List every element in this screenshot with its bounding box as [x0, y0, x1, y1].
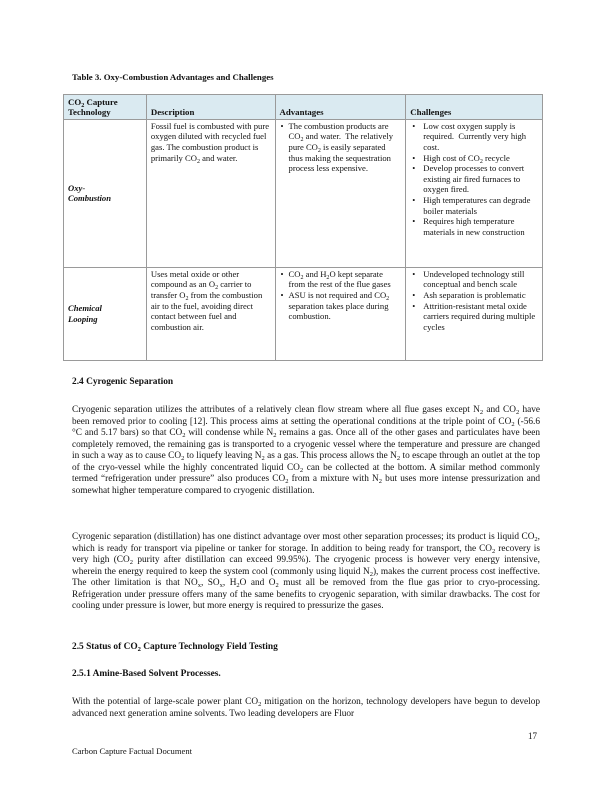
page-number: 17: [528, 731, 537, 741]
section-heading-2-5-1: 2.5.1 Amine-Based Solvent Processes.: [72, 669, 221, 679]
footer-document-title: Carbon Capture Factual Document: [72, 746, 193, 756]
table-row: [64, 267, 543, 360]
advantage-item: • The combustion products are $CO_2$ and water. The relatively pure $CO_2$ is easily separated thus making the sequestration process less expensive.: [280, 121, 402, 174]
challenge-item: • Undeveloped technology still conceptual and bench scale: [410, 269, 538, 290]
advantage-item: • $CO_2$ and $H_2O$ kept separate from the rest of the flue gases: [280, 269, 402, 290]
technology-cell: Oxy- Combustion: [64, 119, 147, 267]
challenge-item: • Attrition-resistant metal oxide carriers required during multiple cycles: [410, 301, 538, 333]
technology-cell: Chemical Looping: [64, 267, 147, 360]
paragraph-cryogenic-1: Cryogenic separation utilizes the attributes of a relatively clean flow stream where all flue gases except $N_2$ and $CO_2$ have been removed prior to cooling [12]. This process aims at setting the operational conditions at the triple point of $CO_2$ (-56.6 °C and 5.17 bars) so that $CO_2$ will condense while $N_2$ remains a gas. Once all of the other gases and particulates have been completely removed, the remaining gas is transported to a cryogenic vessel where the temperature and pressure are changed in such a way as to cause $CO_2$ to liquefy leaving $N_2$ as a gas. This process allows the $N_2$ to escape through an outlet at the top of the cryo-vessel while the highly concentrated liquid $CO_2$ can be collected at the bottom. A similar method commonly termed “refrigeration under pressure” also produces $CO_2$ from a mixture with $N_2$ but uses more intense pressurization and somewhat higher temperature compared to cryogenic distillation.: [72, 405, 540, 496]
advantages-cell: [275, 119, 406, 267]
challenge-item: • Requires high temperature materials in new construction: [410, 216, 538, 237]
header-challenges: Challenges: [406, 95, 543, 120]
description-cell: Uses metal oxide or other compound as an $O_2$ carrier to transfer $O_2$ from the combustion air to the fuel, avoiding direct contact between fuel and combustion air.: [146, 267, 275, 360]
challenges-cell: [406, 267, 543, 360]
table-header-row: [64, 95, 543, 120]
header-description: Description: [146, 95, 275, 120]
challenge-item: • Ash separation is problematic: [410, 290, 538, 301]
challenge-item: • High temperatures can degrade boiler materials: [410, 195, 538, 216]
header-advantages: Advantages: [275, 95, 406, 120]
oxy-combustion-table: [63, 94, 543, 361]
description-cell: Fossil fuel is combusted with pure oxygen diluted with recycled fuel gas. The combustion product is primarily $CO_2$ and water.: [146, 119, 275, 267]
challenge-item: • Low cost oxygen supply is required. Currently very high cost.: [410, 121, 538, 153]
table-caption: Table 3. Oxy-Combustion Advantages and Challenges: [72, 72, 274, 82]
challenges-cell: [406, 119, 543, 267]
table-row: [64, 119, 543, 267]
section-heading-2-4: 2.4 Cyrogenic Separation: [72, 377, 174, 387]
advantage-item: • ASU is not required and $CO_2$ separation takes place during combustion.: [280, 290, 402, 322]
section-heading-2-5: 2.5 Status of $CO_2$ Capture Technology Field Testing: [72, 642, 278, 653]
paragraph-amine-1: With the potential of large-scale power plant $CO_2$ mitigation on the horizon, technology developers have begun to develop advanced next generation amine solvents. Two leading developers are Fluor: [72, 697, 540, 719]
advantages-cell: [275, 267, 406, 360]
paragraph-cryogenic-2: Cyrogenic separation (distillation) has one distinct advantage over most other separation processes; its product is liquid $CO_2$, which is ready for transport via pipeline or tanker for storage. In addition to being ready for transport, the $CO_2$ recovery is very high ($CO_2$ purity after distillation can exceed 99.95%). The cryogenic process is however very energy intensive, wherein the energy required to keep the system cool (commonly using liquid $N_2$), makes the current process cost ineffective. The other limitation is that $NO_x$, $SO_x$, $H_2O$ and $O_2$ must all be removed from the flue gas prior to cryo-processing. Refrigeration under pressure offers many of the same benefits to cryogenic separation, with similar drawbacks. The cost for cooling under pressure is lower, but more energy is required to pressurize the gases.: [72, 532, 540, 611]
challenge-item: • High cost of $CO_2$ recycle: [410, 153, 538, 164]
challenge-item: • Develop processes to convert existing air fired furnaces to oxygen fired.: [410, 163, 538, 195]
header-technology: $CO_2$ Capture Technology: [64, 95, 147, 120]
